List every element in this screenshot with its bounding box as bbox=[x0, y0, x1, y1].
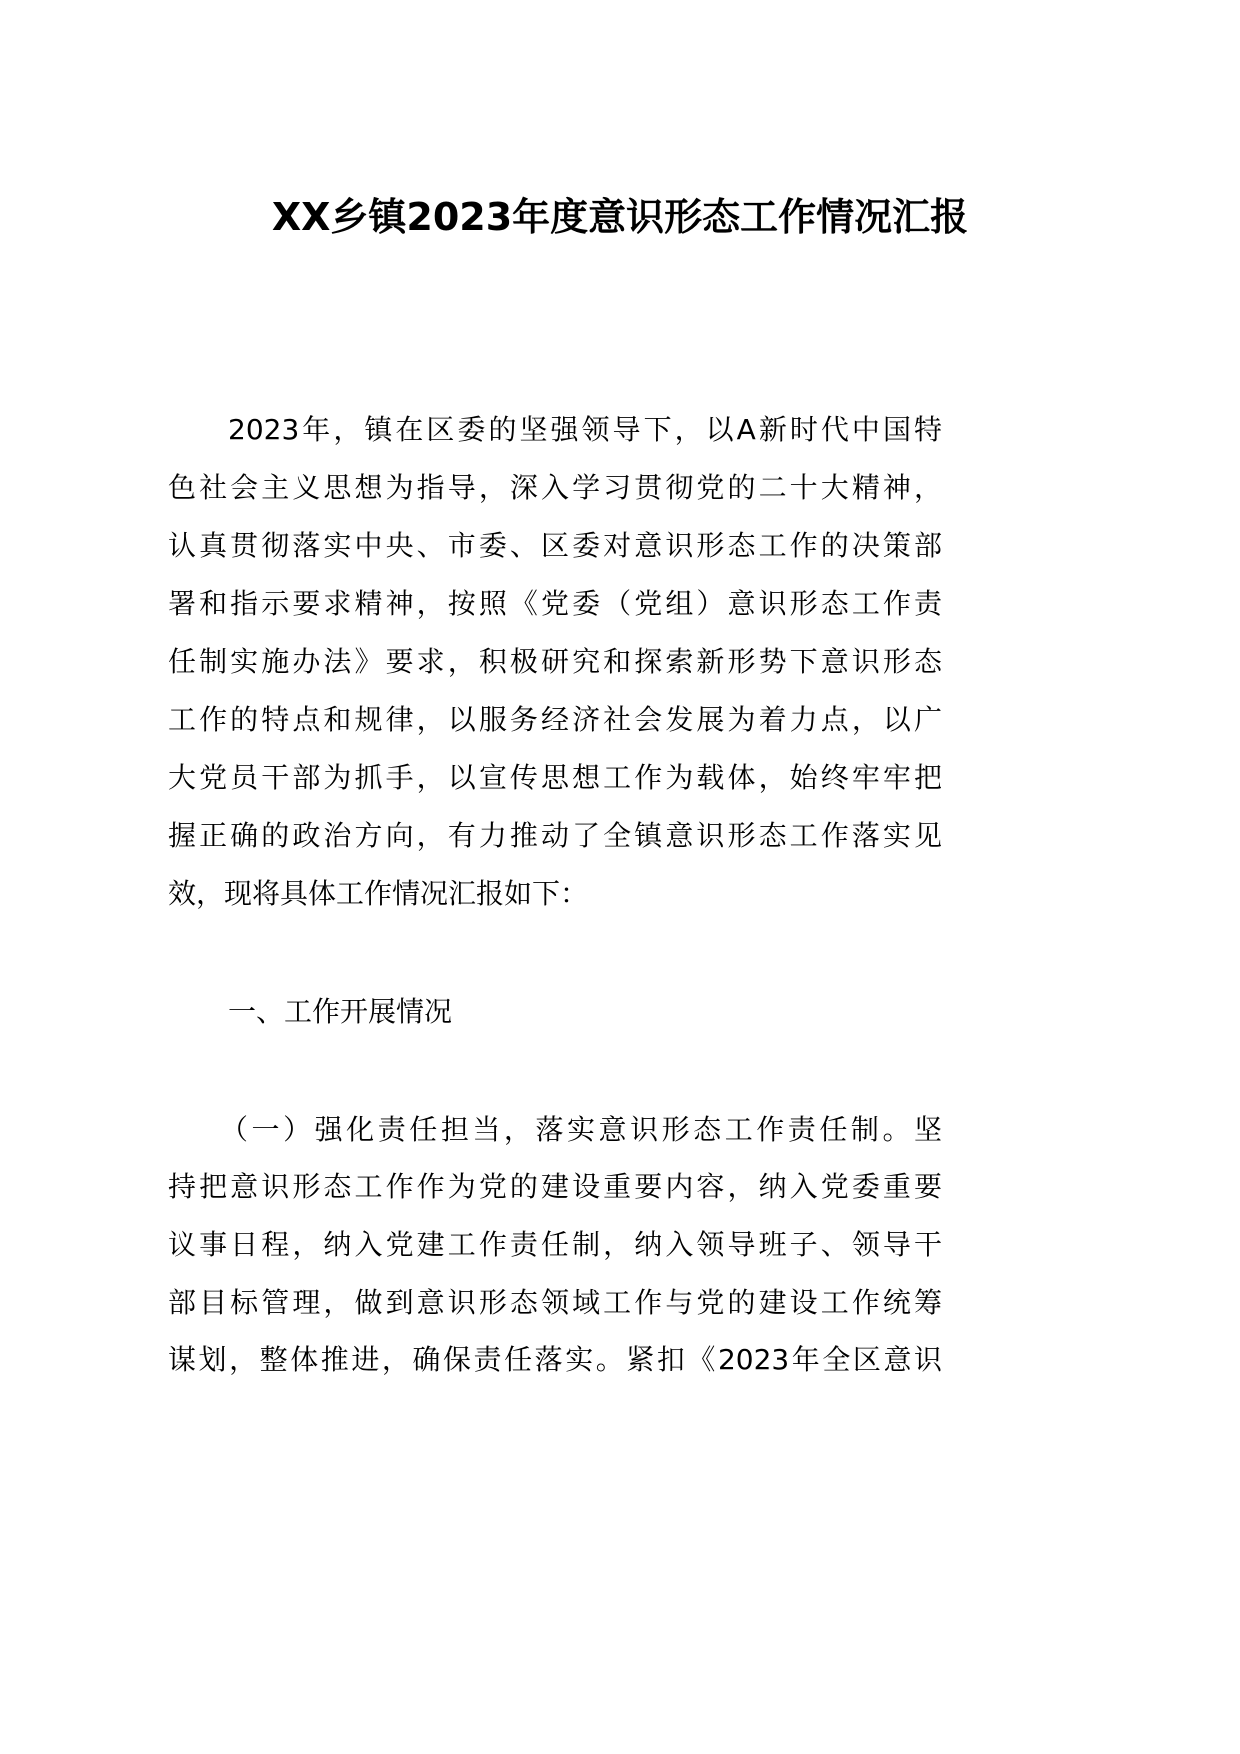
paragraph-line: 大党员干部为抓手，以宣传思想工作为载体，始终牢牢把 bbox=[168, 761, 942, 794]
paragraph-line: 持把意识形态工作作为党的建设重要内容，纳入党委重要 bbox=[168, 1170, 942, 1203]
paragraph-line: 握正确的政治方向，有力推动了全镇意识形态工作落实见 bbox=[168, 819, 942, 852]
paragraph-line: 署和指示要求精神，按照《党委（党组）意识形态工作责 bbox=[168, 587, 942, 620]
paragraph-line: 部目标管理，做到意识形态领域工作与党的建设工作统筹 bbox=[168, 1286, 942, 1319]
section-heading: 一、工作开展情况 bbox=[228, 995, 453, 1028]
paragraph-line: 认真贯彻落实中央、市委、区委对意识形态工作的决策部 bbox=[168, 529, 942, 562]
paragraph-line: 效，现将具体工作情况汇报如下： bbox=[168, 877, 589, 910]
document-title: XX乡镇2023年度意识形态工作情况汇报 bbox=[271, 195, 969, 239]
paragraph-line: 色社会主义思想为指导，深入学习贯彻党的二十大精神， bbox=[168, 471, 942, 504]
paragraph-line: （一）强化责任担当，落实意识形态工作责任制。坚 bbox=[220, 1113, 942, 1146]
paragraph-line: 2023年，镇在区委的坚强领导下，以A新时代中国特 bbox=[228, 413, 942, 446]
paragraph-line: 任制实施办法》要求，积极研究和探索新形势下意识形态 bbox=[168, 645, 942, 678]
paragraph-line: 工作的特点和规律，以服务经济社会发展为着力点，以广 bbox=[168, 703, 942, 736]
paragraph-line: 谋划，整体推进，确保责任落实。紧扣《2023年全区意识 bbox=[168, 1343, 942, 1376]
paragraph-line: 议事日程，纳入党建工作责任制，纳入领导班子、领导干 bbox=[168, 1228, 942, 1261]
